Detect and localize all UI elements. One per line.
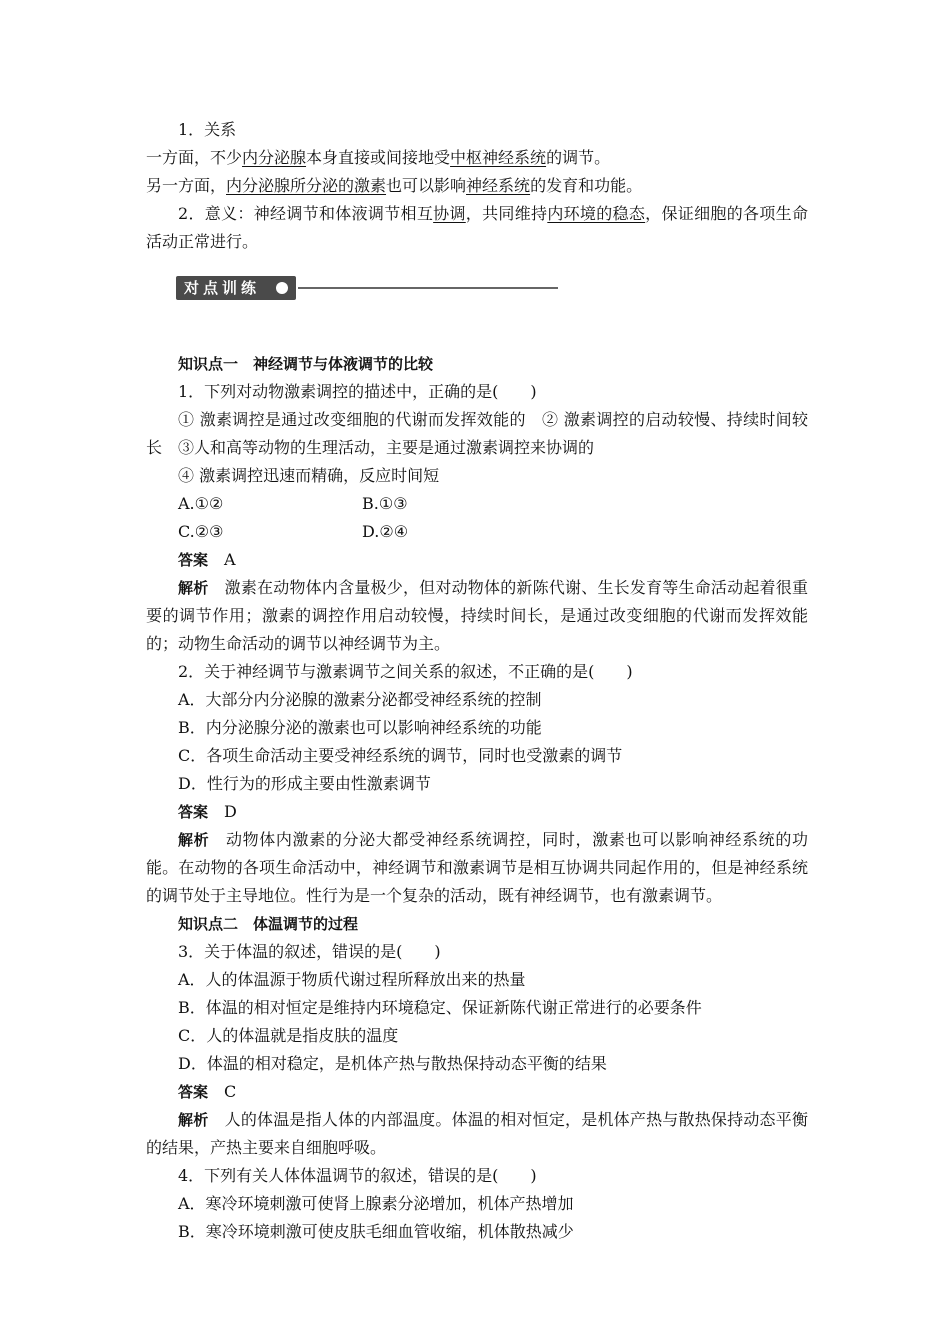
q2-option-a: A．大部分内分泌腺的激素分泌都受神经系统的控制 — [178, 690, 542, 709]
q4-stem: 4．下列有关人体体温调节的叙述，错误的是( ) — [178, 1166, 537, 1185]
q1-option-c: C.②③ — [178, 522, 224, 541]
q2-answer: 答案 D — [178, 802, 237, 821]
q2-stem: 2．关于神经调节与激素调节之间关系的叙述，不正确的是( ) — [178, 662, 633, 681]
q4-option-a: A．寒冷环境刺激可使肾上腺素分泌增加，机体产热增加 — [178, 1194, 574, 1213]
page-content — [146, 116, 808, 1246]
q3-option-a: A．人的体温源于物质代谢过程所释放出来的热量 — [178, 970, 526, 989]
significance-paragraph: 2．意义：神经调节和体液调节相互协调，共同维持内环境的稳态，保证细胞的各项生命活动正常进行。 — [146, 204, 808, 251]
section-heading-2: 知识点二 体温调节的过程 — [178, 915, 359, 933]
q1-analysis: 解析 激素在动物体内含量极少，但对动物体的新陈代谢、生长发育等生命活动起着很重要的调节作用；激素的调控作用启动较慢，持续时间长，是通过改变细胞的代谢而发挥效能的；动物生命活动的调节以神经调节为主。 — [146, 578, 808, 653]
practice-banner — [176, 268, 808, 312]
q1-options-row-1 — [146, 490, 808, 518]
q1-stem: 1．下列对动物激素调控的描述中，正确的是( ) — [178, 382, 537, 401]
banner-divider — [298, 287, 558, 289]
q1-options-row-2 — [146, 518, 808, 546]
q3-answer: 答案 C — [178, 1082, 237, 1101]
q1-option-d: D.②④ — [362, 522, 409, 541]
q3-analysis: 解析 人的体温是指人体的内部温度。体温的相对恒定，是机体产热与散热保持动态平衡的结果，产热主要来自细胞呼吸。 — [146, 1110, 808, 1157]
q2-option-d: D．性行为的形成主要由性激素调节 — [178, 774, 431, 793]
banner-dot-icon — [276, 282, 288, 294]
q3-stem: 3．关于体温的叙述，错误的是( ) — [178, 942, 441, 961]
section-heading-1: 知识点一 神经调节与体液调节的比较 — [178, 355, 434, 373]
relation-heading: 1．关系 — [178, 120, 237, 139]
q1-statements: ① 激素调控是通过改变细胞的代谢而发挥效能的 ② 激素调控的启动较慢、持续时间较长 ③人和高等动物的生理活动，主要是通过激素调控来协调的 — [146, 410, 808, 457]
q3-option-d: D．体温的相对稳定，是机体产热与散热保持动态平衡的结果 — [178, 1054, 607, 1073]
relation-line-2: 另一方面，内分泌腺所分泌的激素也可以影响神经系统的发育和功能。 — [146, 176, 643, 195]
q1-statement-4: ④ 激素调控迅速而精确，反应时间短 — [178, 466, 440, 485]
q1-option-b: B.①③ — [362, 494, 408, 513]
q1-option-a: A.①② — [178, 494, 224, 513]
q2-option-b: B．内分泌腺分泌的激素也可以影响神经系统的功能 — [178, 718, 542, 737]
q3-option-c: C．人的体温就是指皮肤的温度 — [178, 1026, 399, 1045]
banner-label: 对点训练 — [176, 276, 296, 300]
q1-answer: 答案 A — [178, 550, 236, 569]
q3-option-b: B．体温的相对恒定是维持内环境稳定、保证新陈代谢正常进行的必要条件 — [178, 998, 702, 1017]
q2-option-c: C．各项生命活动主要受神经系统的调节，同时也受激素的调节 — [178, 746, 623, 765]
relation-line-1: 一方面，不少内分泌腺本身直接或间接地受中枢神经系统的调节。 — [146, 148, 611, 167]
q2-analysis: 解析 动物体内激素的分泌大都受神经系统调控，同时，激素也可以影响神经系统的功能。在动物的各项生命活动中，神经调节和激素调节是相互协调共同起作用的，但是神经系统的调节处于主导地位。性行为是一个复杂的活动，既有神经调节，也有激素调节。 — [146, 830, 808, 905]
q4-option-b: B．寒冷环境刺激可使皮肤毛细血管收缩，机体散热减少 — [178, 1222, 574, 1241]
